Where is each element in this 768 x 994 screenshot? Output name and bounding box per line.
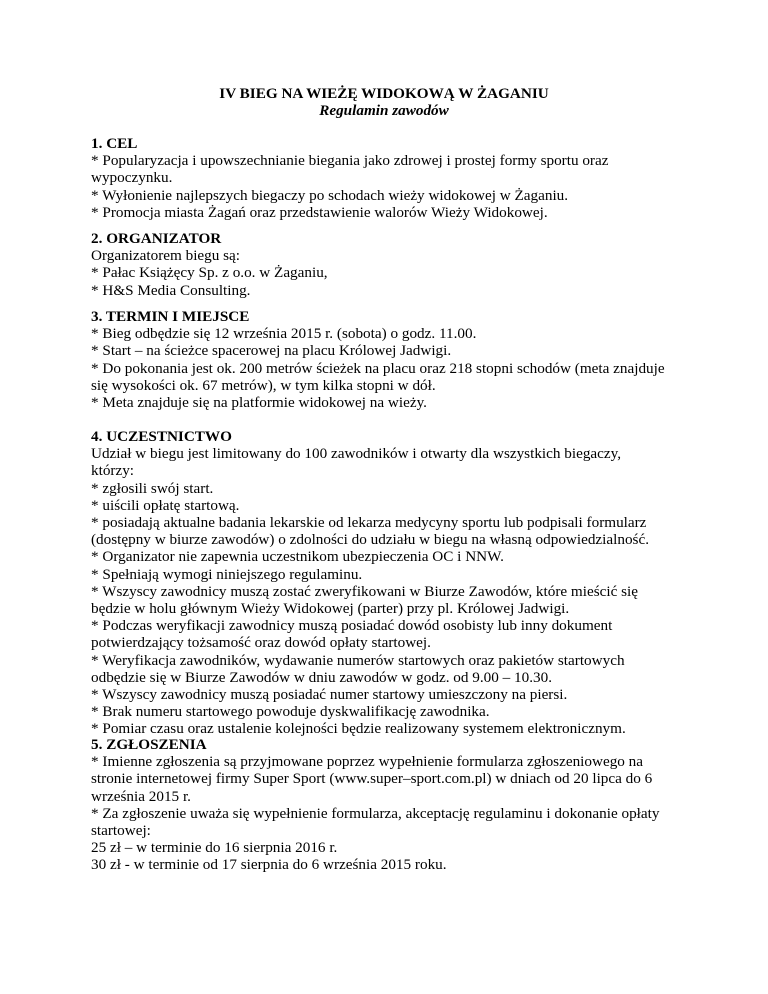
section-organizator [91,230,691,299]
section-termin-i-miejsce [91,308,691,411]
section-body: * Imienne zgłoszenia są przyjmowane poprzez wypełnienie formularza zgłoszeniowego na stronie internetowej firmy Super Sport (www.super–sport.com.pl) w dniach od 20 lipca do 6 września 2015 r. * Za zgłoszenie uważa się wypełnienie formularza, akceptację regulaminu i dokonanie opłaty startowej: 25 zł – w terminie do 16 sierpnia 2016 r. 30 zł - w terminie od 17 sierpnia do 6 września 2015 roku. [91,753,660,874]
section-heading: 5. ZGŁOSZENIA [91,736,207,753]
section-cel [91,135,691,221]
section-body: * Bieg odbędzie się 12 września 2015 r. (sobota) o godz. 11.00. * Start – na ścieżce spacerowej na placu Królowej Jadwigi. * Do pokonania jest ok. 200 metrów ścieżek na placu oraz 218 stopni schodów (meta znajduje się wysokości ok. 67 metrów), w tym kilka stopni w dół. * Meta znajduje się na platformie widokowej na wieży. [91,325,665,412]
section-body: * Popularyzacja i upowszechnianie biegania jako zdrowej i prostej formy sportu oraz wypoczynku. * Wyłonienie najlepszych biegaczy po schodach wieży widokowej w Żaganiu. * Promocja miasta Żagań oraz przedstawienie walorów Wieży Widokowej. [91,152,609,221]
section-heading: 1. CEL [91,135,138,152]
document-subtitle: Regulamin zawodów [319,102,449,119]
section-uczestnictwo [91,428,691,738]
section-body: Organizatorem biegu są: * Pałac Książęcy Sp. z o.o. w Żaganiu, * H&S Media Consulting. [91,247,328,299]
section-zgloszenia [91,736,691,874]
section-heading: 4. UCZESTNICTWO [91,428,232,445]
section-heading: 2. ORGANIZATOR [91,230,222,247]
section-body: Udział w biegu jest limitowany do 100 zawodników i otwarty dla wszystkich biegaczy, którzy: * zgłosili swój start. * uiścili opłatę startową. * posiadają aktualne badania lekarskie od lekarza medycyny sportu lub podpisali formularz (dostępny w biurze zawodów) o zdolności do udziału w biegu na własną odpowiedzialność. * Organizator nie zapewnia uczestnikom ubezpieczenia OC i NNW. * Spełniają wymogi niniejszego regulaminu. * Wszyscy zawodnicy muszą zostać zweryfikowani w Biurze Zawodów, które mieścić się będzie w holu głównym Wieży Widokowej (parter) przy pl. Królowej Jadwigi. * Podczas weryfikacji zawodnicy muszą posiadać dowód osobisty lub inny dokument potwierdzający tożsamość oraz dowód opłaty startowej. * Weryfikacja zawodników, wydawanie numerów startowych oraz pakietów startowych odbędzie się w Biurze Zawodów w dniu zawodów w godz. od 9.00 – 10.30. * Wszyscy zawodnicy muszą posiadać numer startowy umieszczony na piersi. * Brak numeru startowego powoduje dyskwalifikację zawodnika. * Pomiar czasu oraz ustalenie kolejności będzie realizowany systemem elektronicznym. [91,445,649,738]
section-heading: 3. TERMIN I MIEJSCE [91,308,250,325]
document-title: IV BIEG NA WIEŻĘ WIDOKOWĄ W ŻAGANIU [219,85,549,102]
